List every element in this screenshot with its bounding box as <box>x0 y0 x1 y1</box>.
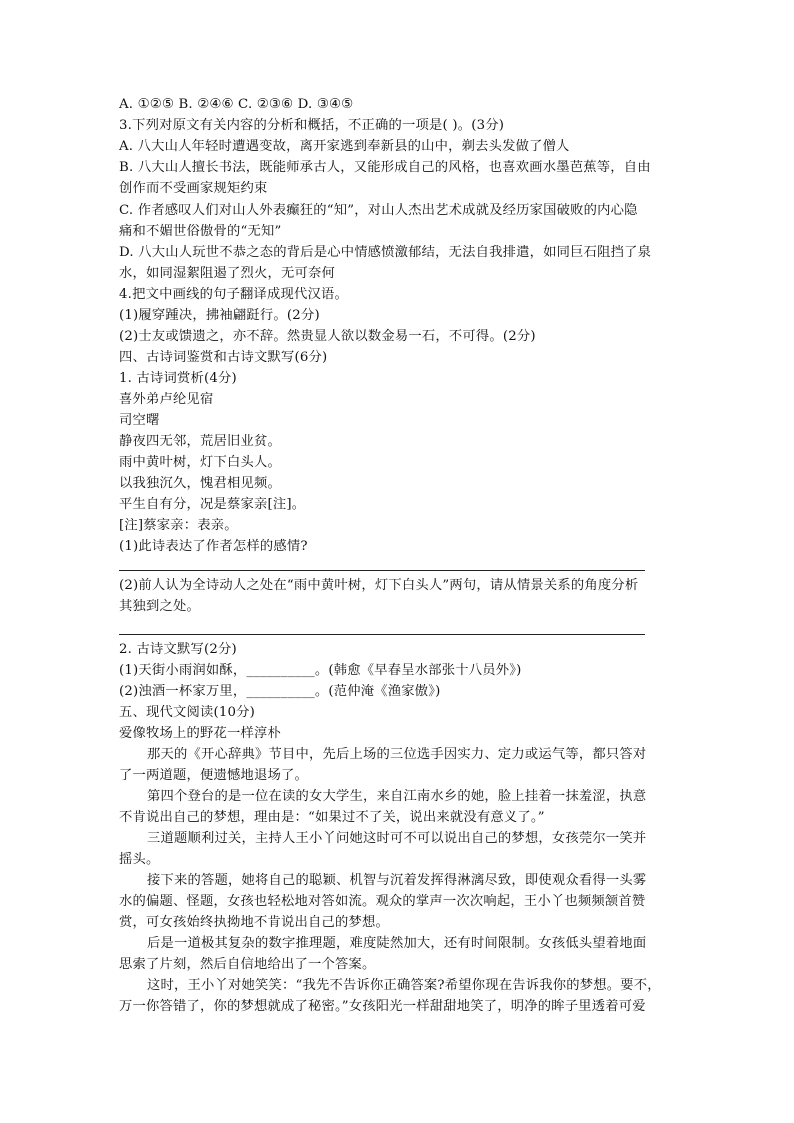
q3-option-b-cont: 创作而不受画家规矩约束 <box>119 181 268 196</box>
poem-question-2-cont: 其独到之处。 <box>119 599 200 614</box>
poem-section-heading: 1. 古诗词赏析(4分) <box>119 371 237 386</box>
poem-line: 雨中黄叶树，灯下白头人。 <box>119 455 281 470</box>
paragraph: 接下来的答题，她将自己的聪颖、机智与沉着发挥得淋漓尽致，即使观众看得一头雾 <box>147 873 647 888</box>
q3-option-d: D. 八大山人玩世不恭之态的背后是心中情感愤激郁结，无法自我排遣，如同巨石阻挡了泉 <box>119 245 652 260</box>
paragraph-cont: 万一你答错了，你的梦想就成了秘密。”女孩阳光一样甜甜地笑了，明净的眸子里透着可爱 <box>119 999 646 1014</box>
poem-question-2: (2)前人认为全诗动人之处在“雨中黄叶树，灯下白头人”两句，请从情景关系的角度分析 <box>119 578 639 593</box>
mc-options: A. ①②⑤ B. ②④⑥ C. ②③⑥ D. ③④⑤ <box>119 97 354 112</box>
paragraph: 这时，王小丫对她笑笑：“我先不告诉你正确答案?希望你现在告诉我你的梦想。要不， <box>147 978 661 993</box>
section-5-title: 五、现代文阅读(10分) <box>119 705 256 720</box>
section-4-title: 四、古诗词鉴赏和古诗文默写(6分) <box>119 350 328 365</box>
poem-note: [注]蔡家亲：表亲。 <box>119 518 238 533</box>
q3-option-d-cont: 水，如同湿絮阻遏了烈火，无可奈何 <box>119 266 335 281</box>
paragraph-cont: 水的偏题、怪题，女孩也轻松地对答如流。观众的掌声一次次响起，王小丫也频频颔首赞 <box>119 894 646 909</box>
paragraph-cont: 摇头。 <box>119 852 160 867</box>
q4-sentence-2: (2)士友或馈遗之，亦不辞。然贵显人欲以数金易一石，不可得。(2分) <box>119 329 536 344</box>
fill-blank-2: (2)浊酒一杯家万里，__________。(范仲淹《渔家傲》) <box>119 684 441 699</box>
q3-option-a: A. 八大山人年轻时遭遇变故，离开家逃到奉新县的山中，剃去头发做了僧人 <box>119 139 570 154</box>
question-4-stem: 4.把文中画线的句子翻译成现代汉语。 <box>119 287 349 302</box>
paragraph: 那天的《开心辞典》节目中，先后上场的三位选手因实力、定力或运气等，都只答对 <box>147 747 647 762</box>
q4-sentence-1: (1)履穿踵决，拂袖翩跹行。(2分) <box>119 308 320 323</box>
paragraph-cont: 赏，可女孩始终执拗地不肯说出自己的梦想。 <box>119 915 389 930</box>
paragraph-cont: 不肯说出自己的梦想，理由是：“如果过不了关，说出来就没有意义了。” <box>119 810 545 825</box>
poem-line: 静夜四无邻，荒居旧业贫。 <box>119 434 281 449</box>
recitation-heading: 2. 古诗文默写(2分) <box>119 642 237 657</box>
question-3-stem: 3.下列对原文有关内容的分析和概括，不正确的一项是( )。(3分) <box>119 118 505 133</box>
paragraph: 三道题顺利过关，主持人王小丫问她这时可不可以说出自己的梦想，女孩莞尔一笑并 <box>147 831 647 846</box>
paragraph-cont: 思索了片刻，然后自信地给出了一个答案。 <box>119 957 376 972</box>
paragraph: 后是一道极其复杂的数字推理题，难度陡然加大，还有时间限制。女孩低头望着地面 <box>147 936 647 951</box>
poem-line: 以我独沉久，愧君相见频。 <box>119 476 281 491</box>
q3-option-c-cont: 痛和不媚世俗傲骨的“无知” <box>119 224 282 239</box>
q3-option-c: C. 作者感叹人们对山人外表癫狂的“知”，对山人杰出艺术成就及经历家国破败的内心隐 <box>119 203 638 218</box>
poem-line: 平生自有分，况是蔡家亲[注]。 <box>119 497 306 512</box>
paragraph-cont: 了一两道题，便遗憾地退场了。 <box>119 768 308 783</box>
q3-option-b: B. 八大山人擅长书法，既能师承古人，又能形成自己的风格，也喜欢画水墨芭蕉等，自由 <box>119 160 651 175</box>
poem-question-1: (1)此诗表达了作者怎样的感情? <box>119 539 308 554</box>
answer-line <box>119 634 645 635</box>
article-title: 爱像牧场上的野花一样淳朴 <box>119 726 281 741</box>
poem-title: 喜外弟卢纶见宿 <box>119 392 214 407</box>
fill-blank-1: (1)天街小雨润如酥，__________。(韩愈《早春呈水部张十八员外》) <box>119 663 522 678</box>
answer-line <box>119 570 645 571</box>
paragraph: 第四个登台的是一位在读的女大学生，来自江南水乡的她，脸上挂着一抹羞涩，执意 <box>147 789 647 804</box>
poem-author: 司空曙 <box>119 413 160 428</box>
